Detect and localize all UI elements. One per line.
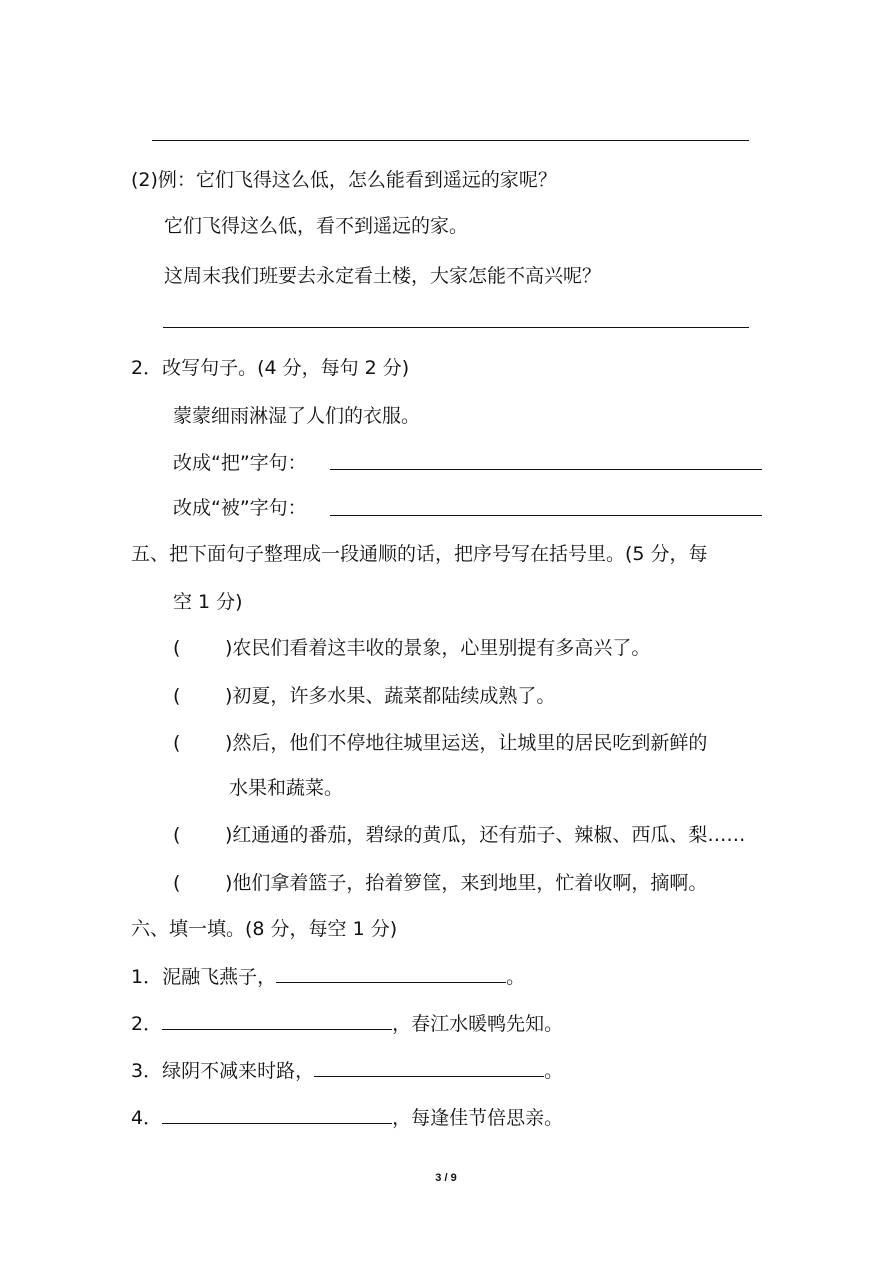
bei-sentence-prompt bbox=[173, 496, 307, 520]
order-item-2: ( )初夏，许多水果、蔬菜都陆续成熟了。 bbox=[173, 685, 556, 707]
bei-label: 改成“被”字句： bbox=[173, 497, 307, 519]
ba-label: 改成“把”字句： bbox=[173, 452, 307, 474]
fill-item-1: 1．泥融飞燕子， 。 bbox=[131, 966, 526, 988]
fill-blank-4[interactable] bbox=[162, 1105, 392, 1124]
order-item-3: ( )然后，他们不停地往城里运送，让城里的居民吃到新鲜的 bbox=[173, 732, 708, 754]
fill-blank-3[interactable] bbox=[314, 1058, 544, 1077]
bei-answer-line[interactable] bbox=[330, 515, 762, 516]
rewrite-sentence: 蒙蒙细雨淋湿了人们的衣服。 bbox=[173, 405, 421, 427]
order-blank-2[interactable]: ( bbox=[173, 685, 181, 707]
example-question-label: (2)例：它们飞得这么低，怎么能看到遥远的家呢？ bbox=[131, 169, 557, 191]
ba-sentence-prompt bbox=[173, 451, 307, 475]
fill-blank-2[interactable] bbox=[162, 1011, 392, 1030]
answer-line-example[interactable] bbox=[163, 327, 749, 328]
ba-answer-line[interactable] bbox=[330, 469, 762, 470]
order-item-1: ( )农民们看着这丰收的景象，心里别提有多高兴了。 bbox=[173, 637, 651, 659]
fill-blank-1[interactable] bbox=[276, 964, 506, 983]
order-item-4: ( )红通通的番茄，碧绿的黄瓜，还有茄子、辣椒、西瓜、梨…… bbox=[173, 824, 746, 846]
example-task-sentence: 这周末我们班要去永定看土楼，大家怎能不高兴呢？ bbox=[164, 265, 602, 287]
answer-line-top[interactable] bbox=[152, 140, 749, 141]
order-blank-1[interactable]: ( bbox=[173, 637, 181, 659]
section5-title: 五、把下面句子整理成一段通顺的话，把序号写在括号里。(5 分，每 bbox=[131, 543, 708, 565]
page-number: 3 / 9 bbox=[435, 1172, 457, 1184]
order-blank-5[interactable]: ( bbox=[173, 872, 181, 894]
order-item-5: ( )他们拿着篮子，抬着箩筐，来到地里，忙着收啊，摘啊。 bbox=[173, 872, 708, 894]
order-blank-4[interactable]: ( bbox=[173, 824, 181, 846]
section6-title: 六、填一填。(8 分，每空 1 分) bbox=[131, 918, 398, 940]
order-blank-3[interactable]: ( bbox=[173, 732, 181, 754]
section5-title-cont: 空 1 分) bbox=[173, 591, 243, 613]
rewrite-title: 2．改写句子。(4 分，每句 2 分) bbox=[131, 357, 410, 379]
order-item-3-continuation: 水果和蔬菜。 bbox=[229, 777, 344, 799]
fill-item-3: 3．绿阴不减来时路， 。 bbox=[131, 1060, 564, 1082]
fill-item-4: 4． ，每逢佳节倍思亲。 bbox=[131, 1107, 564, 1129]
fill-item-2: 2． ，春江水暖鸭先知。 bbox=[131, 1013, 564, 1035]
example-answer: 它们飞得这么低，看不到遥远的家。 bbox=[164, 215, 469, 237]
